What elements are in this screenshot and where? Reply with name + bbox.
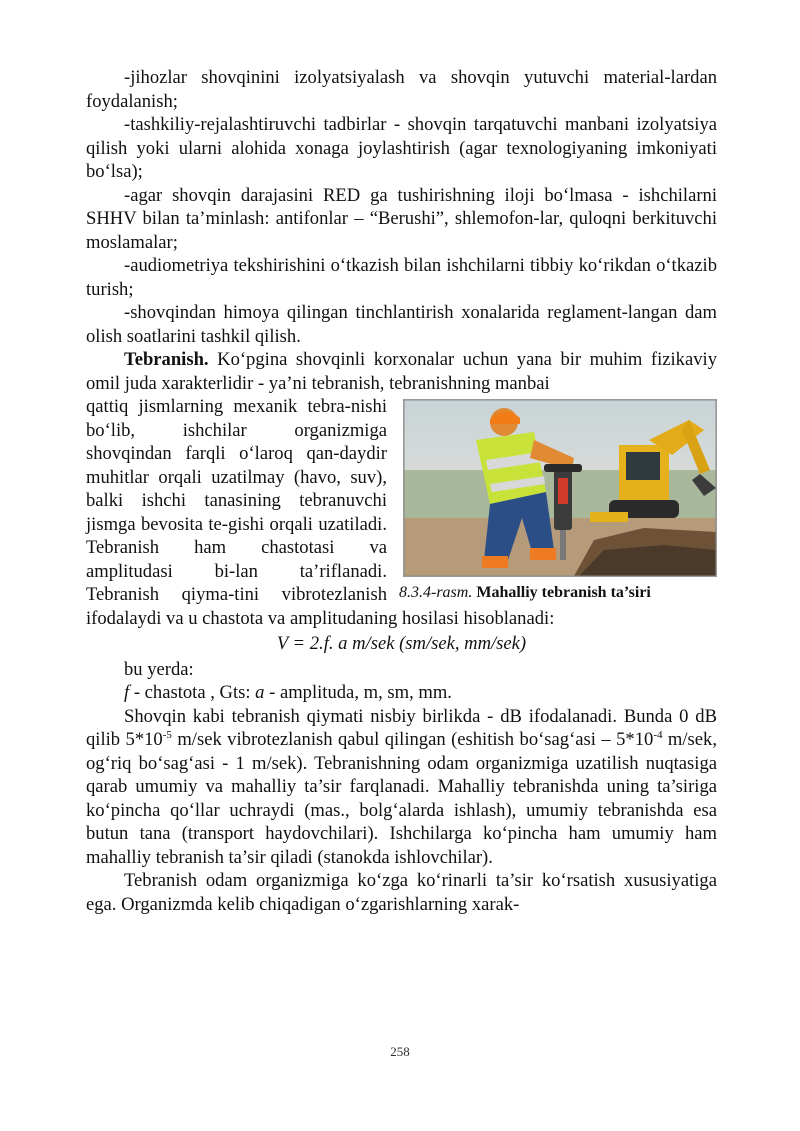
figure-caption [399, 583, 717, 603]
figure-number: 8.3.4-rasm. [399, 584, 473, 601]
paragraph-1: -jihozlar shovqinini izolyatsiyalash va shovqin yutuvchi material-lardan foydalanish; [86, 67, 717, 112]
def-amplituda: - amplituda, m, sm, mm. [264, 682, 452, 703]
section-heading: Tebranish. [124, 349, 209, 370]
paragraph-bu-yerda: bu yerda: [124, 658, 194, 680]
paragraph-tebranish-body: qattiq jismlarning mexanik tebra-nishi bo‘lib, ishchilar organizmiga shovqindan farqli o‘laroq qan-daydir muhitlar orqali uzatilmay (havo, suv), balki ishchi tanasining tebranuvchi jismga bevosita te-gishi orqali uzatiladi. Tebranish ham chastotasi va amplitudasi bi-lan ta’riflanadi. Tebranish qiyma-tini vibrotezlanish ifodalaydi va u chastota va amplitudaning hosilasi hisoblanadi: [86, 396, 555, 629]
paragraph-4: -audiometriya tekshirishini o‘tkazish bilan ishchilarni tibbiy ko‘rikdan o‘tkazib turish; [86, 255, 717, 300]
paragraph-5: -shovqindan himoya qilingan tinchlantirish xonalarida reglament-langan dam olish soatlarini tashkil qilish. [86, 302, 717, 347]
exponent-1: -5 [162, 729, 172, 741]
page-number: 258 [390, 1044, 410, 1059]
heading-run-in-text: Ko‘pgina shovqinli korxonalar uchun yana bir muhim fizikaviy omil juda xarakterlidir - ya’ni tebranish, tebranishning manbai [86, 349, 717, 394]
shovqin-text-b: m/sek vibrotezlanish qabul qilingan (eshitish bo‘sag‘asi – 5*10 [171, 729, 654, 750]
var-a: a [255, 682, 265, 703]
paragraph-shovqin [86, 705, 717, 870]
paragraph-3: -agar shovqin darajasini RED ga tushirishning iloji bo‘lmasa - ishchilarni SHHV bilan ta’minlash: antifonlar – “Berushi”, shlemofon-lar, quloqni berkituvchi moslamalar; [86, 184, 717, 253]
figure [399, 399, 717, 603]
shovqin-text-a: Shovqin kabi tebranish qiymati nisbiy birlikda - dB ifodalanadi. Bunda 0 dB qilib 5*10 [86, 705, 717, 750]
paragraph-last: Tebranish odam organizmiga ko‘zga ko‘rinarli ta’sir ko‘rsatish xususiyatiga ega. Organizmda kelib chiqadigan o‘zgarishlarning xarak- [86, 870, 717, 915]
def-chastota: - chastota , Gts: [129, 682, 256, 703]
page-body [86, 66, 717, 916]
photo-illustration [404, 400, 716, 576]
exponent-2: -4 [653, 729, 663, 741]
shovqin-text-c: m/sek, og‘riq bo‘sag‘asi - 1 m/sek). Tebranishning odam organizmiga uzatilish nuqtasiga qarab umumiy va mahalliy ta’sir farqlanadi. Mahalliy tebranishda uning ta’siriga ko‘pincha qo‘llar uchraydi (mas., bolg‘alarda ishlash), umumiy tebranishda esa butun tana (transport haydovchilari). Ishchilarga ko‘pincha ham umumiy ham mahalliy tebranish ta’sir qiladi (stanokda ishlovchilar). [86, 729, 717, 868]
var-f: f [124, 682, 130, 703]
figure-title: Mahalliy tebranish ta’siri [472, 584, 651, 601]
paragraph-tebranish [86, 348, 717, 395]
formula: V = 2.f. a m/sek (sm/sek, mm/sek) [276, 633, 527, 654]
paragraph-2: -tashkiliy-rejalashtiruvchi tadbirlar - shovqin tarqatuvchi manbani izolyatsiya qilish yoki ularni alohida xonaga joylashtirish (agar texnologiyaning imkoniyati bo‘lsa); [86, 114, 717, 182]
jackhammer-worker-photo [403, 399, 717, 577]
paragraph-definitions [86, 681, 717, 705]
